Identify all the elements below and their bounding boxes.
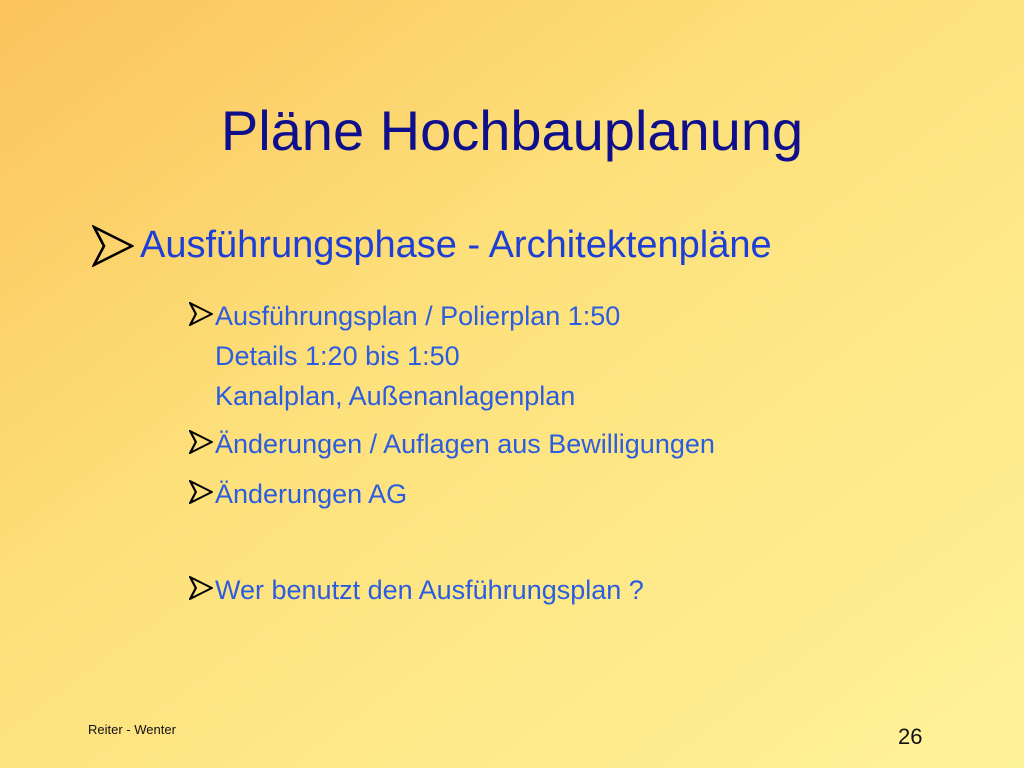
list-item-text (215, 424, 715, 464)
list-item (189, 474, 407, 514)
slide-title: Pläne Hochbauplanung (220, 99, 804, 162)
list-item-line: Änderungen AG (215, 479, 408, 509)
arrowhead-bullet-icon (189, 480, 213, 504)
list-item-line: Änderungen / Auflagen aus Bewilligungen (215, 429, 715, 459)
arrowhead-bullet-icon (189, 576, 213, 600)
arrowhead-bullet-icon (189, 302, 213, 326)
list-item-line: Details 1:20 bis 1:50 (215, 341, 460, 371)
list-item (189, 424, 715, 464)
level1-bullet (92, 225, 772, 267)
list-item-line: Ausführungsplan / Polierplan 1:50 (215, 301, 621, 331)
list-item-text (215, 296, 620, 416)
page-number: 26 (898, 724, 923, 749)
list-item (189, 570, 644, 610)
list-item-line: Wer benutzt den Ausführungsplan ? (215, 575, 644, 605)
list-item (189, 296, 620, 416)
list-item-text (215, 474, 407, 514)
list-item-line: Kanalplan, Außenanlagenplan (215, 381, 576, 411)
arrowhead-bullet-icon (189, 430, 213, 454)
list-item-text (215, 570, 644, 610)
footer-author: Reiter - Wenter (88, 722, 176, 737)
level1-text: Ausführungsphase - Architektenpläne (140, 224, 772, 267)
arrowhead-bullet-icon (92, 225, 134, 267)
